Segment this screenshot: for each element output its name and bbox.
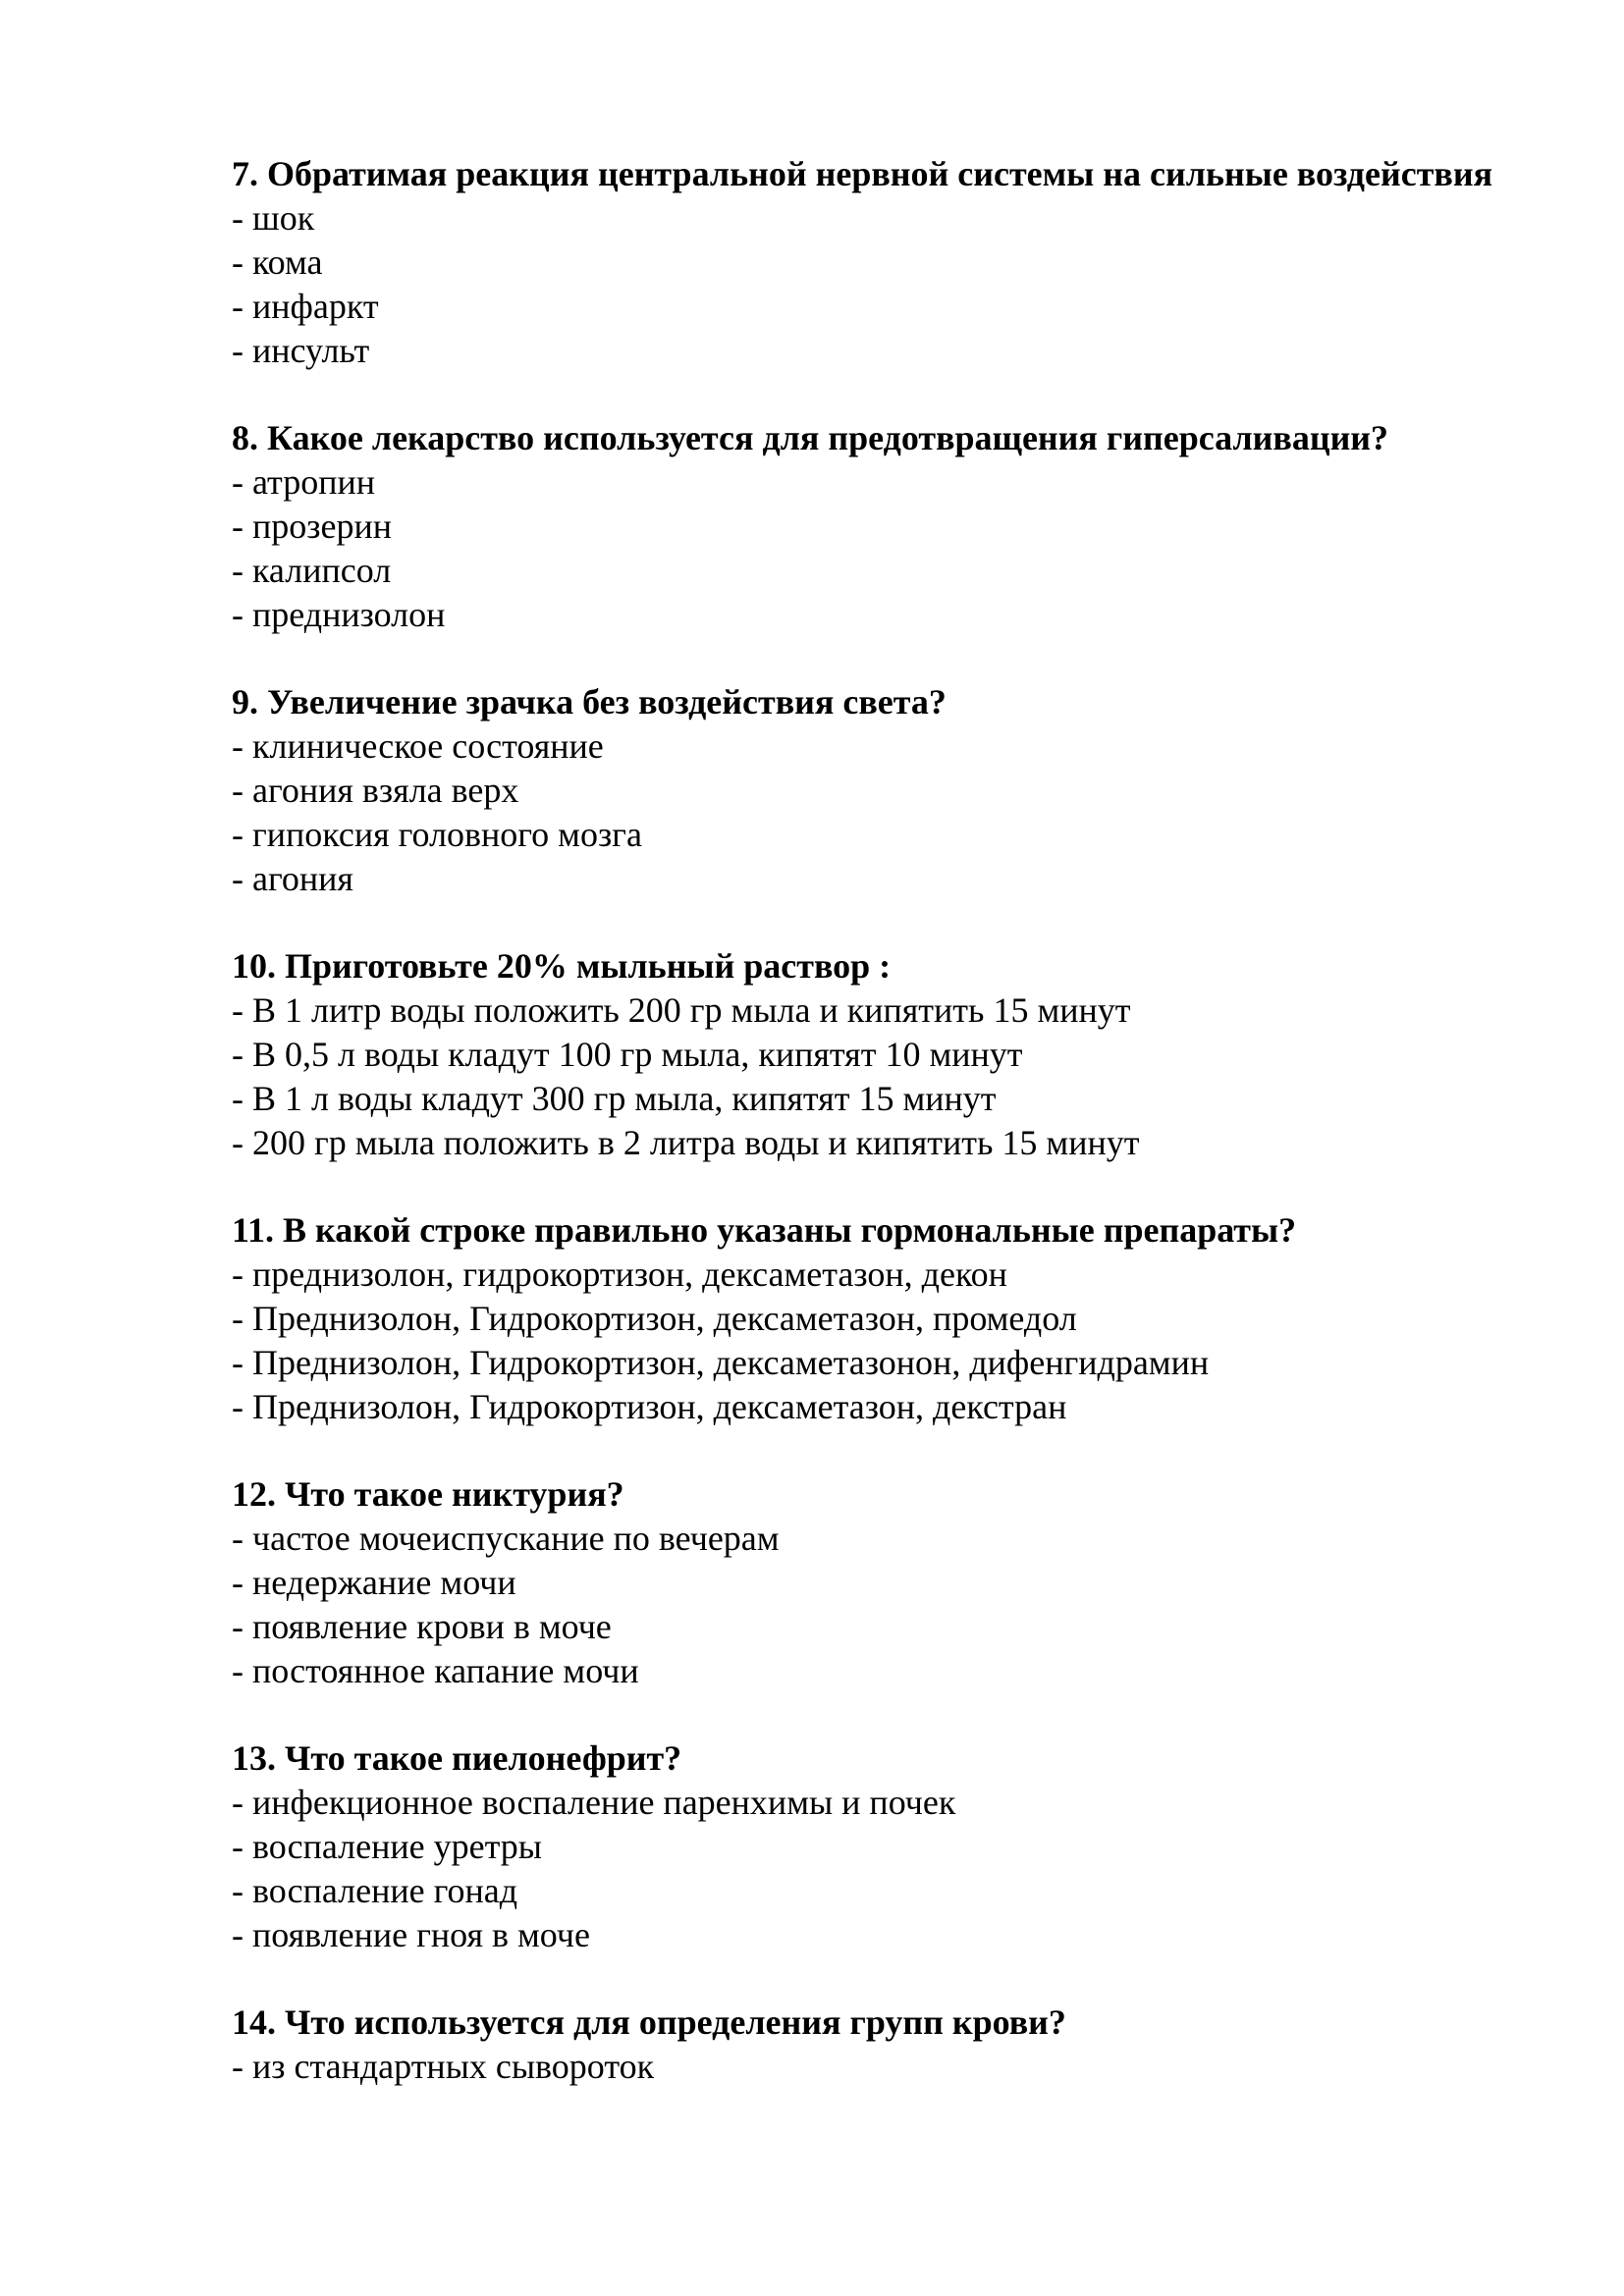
answer-option: - калипсол bbox=[232, 551, 392, 590]
question-7 bbox=[232, 152, 1528, 373]
question-title: 12. Что такое никтурия? bbox=[232, 1474, 624, 1514]
answer-option: - инсульт bbox=[232, 331, 370, 370]
question-9 bbox=[232, 680, 1528, 901]
answer-option: - Преднизолон, Гидрокортизон, дексаметазон, декстран bbox=[232, 1387, 1067, 1426]
question-title: 14. Что используется для определения групп крови? bbox=[232, 2002, 1066, 2042]
answer-option: - преднизолон bbox=[232, 595, 446, 634]
question-title: 7. Обратимая реакция центральной нервной системы на сильные воздействия bbox=[232, 154, 1493, 193]
answer-option: - В 1 л воды кладут 300 гр мыла, кипятят 15 минут bbox=[232, 1079, 997, 1118]
answer-option: - 200 гр мыла положить в 2 литра воды и кипятить 15 минут bbox=[232, 1123, 1140, 1162]
answer-option: - постоянное капание мочи bbox=[232, 1651, 639, 1690]
question-8 bbox=[232, 416, 1528, 637]
answer-option: - недержание мочи bbox=[232, 1563, 516, 1602]
answer-option: - прозерин bbox=[232, 507, 392, 546]
answer-option: - агония взяла верх bbox=[232, 771, 519, 810]
answer-option: - шок bbox=[232, 198, 315, 238]
question-title: 11. В какой строке правильно указаны гормональные препараты? bbox=[232, 1210, 1297, 1250]
question-title: 10. Приготовьте 20% мыльный раствор : bbox=[232, 946, 892, 986]
answer-option: - инфекционное воспаление паренхимы и почек bbox=[232, 1783, 956, 1822]
answer-option: - В 0,5 л воды кладут 100 гр мыла, кипятят 10 минут bbox=[232, 1035, 1023, 1074]
answer-option: - кома bbox=[232, 242, 323, 282]
answer-option: - инфаркт bbox=[232, 287, 379, 326]
question-10 bbox=[232, 944, 1528, 1165]
answer-option: - появление гноя в моче bbox=[232, 1915, 590, 1954]
question-title: 9. Увеличение зрачка без воздействия света? bbox=[232, 682, 947, 721]
question-list bbox=[232, 152, 1528, 2132]
question-14 bbox=[232, 2001, 1528, 2089]
answer-option: - появление крови в моче bbox=[232, 1607, 612, 1646]
answer-option: - атропин bbox=[232, 462, 376, 502]
answer-option: - из стандартных сывороток bbox=[232, 2047, 655, 2086]
question-13 bbox=[232, 1736, 1528, 1957]
answer-option: - агония bbox=[232, 859, 353, 898]
answer-option: - Преднизолон, Гидрокортизон, дексаметазонон, дифенгидрамин bbox=[232, 1343, 1210, 1382]
question-11 bbox=[232, 1208, 1528, 1429]
answer-option: - воспаление уретры bbox=[232, 1827, 542, 1866]
question-title: 8. Какое лекарство используется для предотвращения гиперсаливации? bbox=[232, 418, 1389, 457]
question-12 bbox=[232, 1472, 1528, 1693]
question-title: 13. Что такое пиелонефрит? bbox=[232, 1738, 682, 1778]
answer-option: - В 1 литр воды положить 200 гр мыла и кипятить 15 минут bbox=[232, 990, 1131, 1030]
answer-option: - воспаление гонад bbox=[232, 1871, 518, 1910]
answer-option: - гипоксия головного мозга bbox=[232, 815, 642, 854]
answer-option: - Преднизолон, Гидрокортизон, дексаметазон, промедол bbox=[232, 1299, 1077, 1338]
answer-option: - преднизолон, гидрокортизон, дексаметазон, декон bbox=[232, 1255, 1007, 1294]
answer-option: - клиническое состояние bbox=[232, 726, 604, 766]
answer-option: - частое мочеиспускание по вечерам bbox=[232, 1519, 780, 1558]
